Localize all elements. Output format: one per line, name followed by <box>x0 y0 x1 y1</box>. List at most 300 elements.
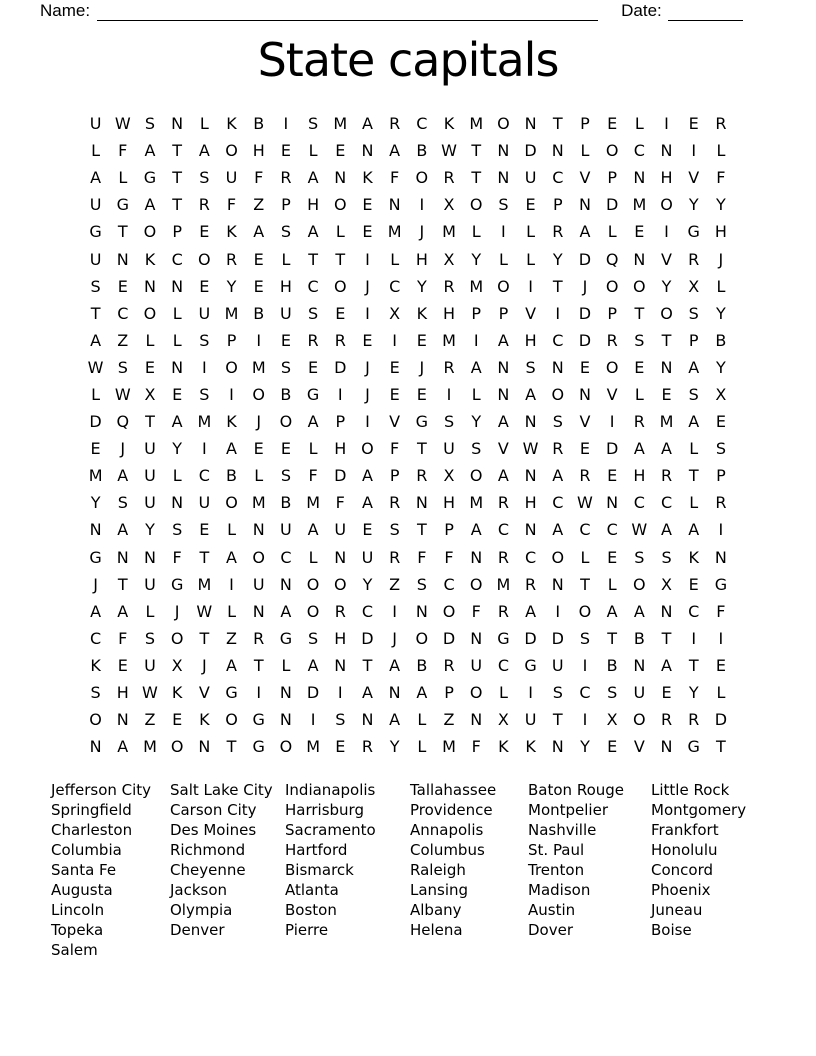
grid-letter: T <box>226 737 237 757</box>
grid-letter: A <box>497 466 509 486</box>
grid-letter: R <box>389 547 401 567</box>
grid-letter: R <box>579 466 591 486</box>
grid-letter: Q <box>116 412 130 432</box>
grid-letter: E <box>634 357 645 377</box>
grid-letter: T <box>688 466 699 486</box>
grid-letter: S <box>117 493 128 513</box>
grid-letter: Z <box>253 195 265 215</box>
grid-letter: W <box>522 439 539 459</box>
word-list-item: Trenton <box>528 861 585 879</box>
grid-letter: J <box>419 357 425 377</box>
grid-letter: L <box>634 384 644 404</box>
grid-letter: N <box>334 168 347 188</box>
word-list-item: Indianapolis <box>285 781 376 799</box>
grid-letter: S <box>389 520 400 540</box>
grid-letter: S <box>280 466 291 486</box>
grid-letter: L <box>254 466 264 486</box>
grid-letter: N <box>551 141 564 161</box>
grid-letter: W <box>441 141 457 161</box>
grid-letter: P <box>444 520 454 540</box>
grid-letter: N <box>279 574 292 594</box>
grid-letter: A <box>525 601 537 621</box>
grid-letter: O <box>551 547 565 567</box>
grid-letter: G <box>143 168 157 188</box>
word-list-item: Augusta <box>51 881 113 899</box>
grid-letter: M <box>333 114 348 134</box>
grid-letter: C <box>552 330 564 350</box>
grid-letter: E <box>389 357 400 377</box>
grid-letter: O <box>605 276 619 296</box>
grid-letter: R <box>715 114 727 134</box>
grid-letter: Y <box>580 737 590 757</box>
grid-letter: C <box>525 547 537 567</box>
grid-letter: Y <box>552 249 563 269</box>
grid-letter: E <box>199 222 210 242</box>
grid-letter: A <box>144 141 156 161</box>
grid-letter: E <box>362 222 373 242</box>
grid-letter: F <box>390 168 400 188</box>
word-list-item: Nashville <box>528 821 597 839</box>
grid-letter: V <box>579 168 591 188</box>
grid-letter: A <box>389 710 401 730</box>
grid-letter: R <box>443 168 455 188</box>
grid-letter: V <box>198 683 210 703</box>
grid-letter: O <box>143 222 157 242</box>
header <box>40 0 743 21</box>
grid-letter: S <box>144 628 156 648</box>
grid-letter: S <box>90 276 101 296</box>
word-list-item: Cheyenne <box>170 861 246 879</box>
grid-letter: D <box>578 303 592 323</box>
grid-letter: E <box>199 520 210 540</box>
grid-letter: P <box>226 330 237 350</box>
grid-letter: A <box>307 655 319 675</box>
grid-letter: I <box>337 683 343 703</box>
grid-letter: T <box>199 547 210 567</box>
grid-letter: U <box>280 303 292 323</box>
grid-letter: L <box>580 547 590 567</box>
grid-letter: S <box>525 357 536 377</box>
grid-letter: L <box>172 303 182 323</box>
grid-letter: D <box>551 628 564 648</box>
grid-letter: N <box>660 601 673 621</box>
grid-letter: E <box>253 276 264 296</box>
grid-letter: A <box>389 141 401 161</box>
grid-letter: P <box>580 114 590 134</box>
word-list-item: Hartford <box>285 841 348 859</box>
grid-letter: O <box>89 710 102 730</box>
word-list-item: Sacramento <box>285 821 376 839</box>
grid-letter: A <box>198 141 210 161</box>
grid-letter: L <box>689 493 699 513</box>
grid-letter: M <box>469 493 484 513</box>
grid-letter: Z <box>226 628 238 648</box>
grid-letter: U <box>144 466 156 486</box>
grid-letter: L <box>145 330 155 350</box>
grid-letter: N <box>578 384 591 404</box>
grid-letter: J <box>582 276 588 296</box>
word-list-item: Austin <box>528 901 576 919</box>
grid-letter: A <box>144 195 156 215</box>
grid-letter: Z <box>389 574 401 594</box>
grid-letter: M <box>197 412 212 432</box>
grid-letter: N <box>279 710 292 730</box>
grid-letter: N <box>606 493 619 513</box>
grid-letter: O <box>551 384 565 404</box>
grid-letter: L <box>91 141 101 161</box>
grid-letter: O <box>660 195 673 215</box>
grid-letter: H <box>443 493 456 513</box>
grid-letter: Y <box>716 357 726 377</box>
grid-letter: Y <box>362 574 373 594</box>
word-list-item: Baton Rouge <box>528 781 624 799</box>
grid-letter: L <box>308 141 318 161</box>
grid-letter: L <box>526 249 536 269</box>
grid-letter: A <box>361 466 373 486</box>
grid-letter: L <box>689 439 699 459</box>
grid-letter: N <box>524 114 537 134</box>
grid-letter: N <box>524 520 537 540</box>
grid-letter: X <box>171 655 183 675</box>
grid-letter: K <box>362 168 373 188</box>
grid-letter: R <box>497 493 509 513</box>
grid-letter: V <box>606 384 618 404</box>
grid-letter: T <box>661 330 672 350</box>
grid-letter: I <box>528 276 533 296</box>
grid-letter: N <box>660 141 673 161</box>
grid-letter: X <box>443 466 455 486</box>
word-list-item: Salem <box>51 941 98 959</box>
grid-letter: K <box>144 249 156 269</box>
grid-letter: L <box>498 249 508 269</box>
grid-letter: F <box>118 628 128 648</box>
grid-letter: W <box>631 520 648 540</box>
word-list-item: Raleigh <box>410 861 466 879</box>
grid-letter: S <box>199 384 210 404</box>
grid-letter: N <box>497 141 510 161</box>
grid-letter: R <box>688 710 700 730</box>
grid-letter: E <box>416 330 427 350</box>
grid-letter: T <box>199 628 210 648</box>
grid-letter: O <box>170 737 184 757</box>
grid-letter: S <box>443 412 455 432</box>
grid-letter: I <box>446 384 452 404</box>
grid-letter: N <box>279 683 292 703</box>
word-list-item: Lansing <box>410 881 469 899</box>
grid-letter: M <box>496 574 511 594</box>
grid-letter: R <box>606 330 618 350</box>
grid-letter: N <box>714 547 727 567</box>
grid-letter: R <box>497 547 509 567</box>
grid-letter: G <box>170 574 184 594</box>
grid-letter: G <box>116 195 129 215</box>
grid-letter: U <box>551 655 564 675</box>
grid-letter: P <box>688 330 699 350</box>
grid-letter: Z <box>443 710 455 730</box>
grid-letter: A <box>661 439 672 459</box>
grid-letter: N <box>334 547 347 567</box>
grid-letter: C <box>552 493 564 513</box>
grid-letter: L <box>227 520 236 540</box>
grid-letter: C <box>171 249 183 269</box>
grid-letter: E <box>335 141 346 161</box>
grid-letter: C <box>606 520 618 540</box>
grid-letter: E <box>117 276 128 296</box>
name-label: Name: <box>40 1 91 20</box>
grid-letter: I <box>419 195 425 215</box>
grid-letter: F <box>716 601 726 621</box>
grid-letter: A <box>226 655 237 675</box>
grid-letter: L <box>227 601 236 621</box>
grid-letter: O <box>333 574 347 594</box>
grid-letter: E <box>525 195 536 215</box>
grid-letter: G <box>687 737 700 757</box>
grid-letter: Y <box>661 276 672 296</box>
grid-letter: D <box>524 141 537 161</box>
word-list-item: Jackson <box>170 881 228 899</box>
grid-letter: N <box>361 141 374 161</box>
grid-letter: O <box>252 384 266 404</box>
grid-letter: Y <box>471 412 482 432</box>
word-list-item: Concord <box>651 861 714 879</box>
grid-letter: M <box>632 195 647 215</box>
grid-letter: C <box>90 628 102 648</box>
word-list-item: Santa Fe <box>51 861 117 879</box>
grid-letter: A <box>525 384 537 404</box>
grid-letter: N <box>116 249 129 269</box>
grid-letter: S <box>552 412 563 432</box>
grid-letter: D <box>334 357 347 377</box>
grid-letter: N <box>551 574 564 594</box>
grid-letter: I <box>256 683 262 703</box>
grid-letter: C <box>443 574 455 594</box>
grid-letter: E <box>688 114 699 134</box>
grid-letter: O <box>415 168 429 188</box>
word-list-item: Salt Lake City <box>170 781 273 799</box>
grid-letter: R <box>253 628 265 648</box>
grid-letter: F <box>471 737 481 757</box>
grid-letter: K <box>525 737 536 757</box>
grid-letter: G <box>306 384 320 404</box>
grid-letter: O <box>170 628 184 648</box>
grid-letter: L <box>91 384 101 404</box>
grid-letter: L <box>716 276 726 296</box>
word-list-item: Juneau <box>651 901 703 919</box>
grid-letter: B <box>280 384 292 404</box>
grid-letter: C <box>579 683 591 703</box>
grid-letter: W <box>114 114 131 134</box>
grid-letter: O <box>633 574 646 594</box>
grid-letter: S <box>634 330 645 350</box>
grid-letter: R <box>552 222 564 242</box>
grid-letter: N <box>470 547 483 567</box>
grid-letter: C <box>416 114 428 134</box>
grid-letter: N <box>171 357 184 377</box>
grid-letter: C <box>497 520 509 540</box>
grid-letter: H <box>334 439 347 459</box>
grid-letter: M <box>387 222 402 242</box>
grid-letter: A <box>307 412 319 432</box>
grid-letter: N <box>361 710 374 730</box>
grid-letter: E <box>199 276 210 296</box>
grid-letter: O <box>660 303 673 323</box>
grid-letter: L <box>172 330 182 350</box>
grid-letter: I <box>664 222 669 242</box>
grid-letter: G <box>225 683 238 703</box>
grid-letter: A <box>361 114 373 134</box>
grid-letter: A <box>688 357 700 377</box>
grid-letter: J <box>419 222 425 242</box>
grid-letter: P <box>607 168 617 188</box>
grid-letter: R <box>389 493 401 513</box>
grid-letter: O <box>225 493 238 513</box>
grid-letter: I <box>528 683 533 703</box>
grid-letter: Y <box>688 683 699 703</box>
grid-letter: P <box>389 466 400 486</box>
grid-letter: X <box>144 384 156 404</box>
word-list-item: Springfield <box>51 801 132 819</box>
grid-letter: T <box>580 574 590 594</box>
grid-letter: E <box>688 574 699 594</box>
word-list-item: Lincoln <box>51 901 105 919</box>
grid-letter: C <box>280 547 292 567</box>
grid-letter: R <box>715 493 727 513</box>
word-list-item: Charleston <box>51 821 133 839</box>
grid-letter: W <box>577 493 593 513</box>
grid-letter: A <box>117 466 129 486</box>
grid-letter: A <box>307 168 319 188</box>
grid-letter: X <box>497 710 509 730</box>
grid-letter: F <box>390 439 400 459</box>
word-list-column <box>410 780 496 940</box>
grid-letter: M <box>251 357 266 377</box>
grid-letter: G <box>687 222 700 242</box>
grid-letter: S <box>199 330 210 350</box>
grid-letter: P <box>335 412 346 432</box>
grid-letter: N <box>89 520 102 540</box>
grid-letter: S <box>416 574 427 594</box>
grid-letter: Y <box>172 439 183 459</box>
grid-letter: A <box>117 520 129 540</box>
grid-letter: P <box>281 195 291 215</box>
grid-letter: M <box>224 303 239 323</box>
grid-letter: G <box>89 222 102 242</box>
grid-letter: R <box>688 249 700 269</box>
grid-letter: J <box>93 574 98 594</box>
grid-letter: Y <box>716 195 726 215</box>
grid-letter: T <box>253 655 264 675</box>
grid-letter: Y <box>90 493 101 513</box>
grid-letter: U <box>443 439 455 459</box>
grid-letter: G <box>497 628 510 648</box>
grid-letter: C <box>198 466 210 486</box>
grid-letter: I <box>555 303 561 323</box>
grid-letter: N <box>470 710 483 730</box>
grid-letter: S <box>661 547 672 567</box>
grid-letter: M <box>442 222 456 242</box>
grid-letter: S <box>280 222 291 242</box>
grid-letter: I <box>256 330 262 350</box>
word-list-item: Boston <box>285 901 337 919</box>
grid-letter: F <box>308 466 318 486</box>
grid-letter: N <box>497 384 510 404</box>
word-list-item: Montpelier <box>528 801 608 819</box>
name-fill-line[interactable] <box>97 2 598 21</box>
grid-letter: H <box>116 683 129 703</box>
grid-letter: E <box>172 384 183 404</box>
grid-letter: R <box>660 710 673 730</box>
date-fill-line[interactable] <box>668 2 743 21</box>
grid-letter: E <box>253 439 264 459</box>
grid-letter: A <box>416 683 428 703</box>
grid-letter: T <box>117 222 128 242</box>
grid-letter: S <box>634 547 645 567</box>
grid-letter: R <box>633 412 645 432</box>
grid-letter: H <box>443 303 456 323</box>
grid-letter: A <box>470 357 482 377</box>
word-list-item: Little Rock <box>651 781 730 799</box>
grid-letter: E <box>117 655 128 675</box>
word-list-item: Atlanta <box>285 881 339 899</box>
grid-letter: H <box>524 330 537 350</box>
grid-letter: H <box>279 276 292 296</box>
grid-letter: F <box>444 547 454 567</box>
word-list-item: Boise <box>651 921 692 939</box>
grid-letter: N <box>524 412 537 432</box>
grid-letter: A <box>552 520 564 540</box>
grid-letter: I <box>229 384 234 404</box>
grid-letter: O <box>225 357 238 377</box>
grid-letter: A <box>90 168 102 188</box>
grid-letter: U <box>470 655 483 675</box>
grid-letter: N <box>415 493 428 513</box>
word-list-item: Carson City <box>170 801 257 819</box>
grid-letter: O <box>605 141 619 161</box>
grid-letter: N <box>660 357 673 377</box>
grid-letter: U <box>89 249 102 269</box>
grid-letter: S <box>308 628 319 648</box>
grid-letter: V <box>497 439 509 459</box>
grid-letter: E <box>607 547 618 567</box>
grid-letter: E <box>607 466 618 486</box>
grid-letter: A <box>253 222 265 242</box>
grid-letter: I <box>582 655 588 675</box>
word-list-item: Richmond <box>170 841 246 859</box>
grid-letter: Y <box>226 276 237 296</box>
grid-letter: N <box>497 168 510 188</box>
grid-letter: E <box>280 330 291 350</box>
grid-letter: D <box>578 249 592 269</box>
grid-letter: D <box>442 628 456 648</box>
grid-letter: O <box>605 357 619 377</box>
grid-letter: F <box>335 493 345 513</box>
grid-letter: W <box>87 357 104 377</box>
grid-letter: B <box>280 493 292 513</box>
grid-letter: F <box>118 141 128 161</box>
grid-letter: K <box>226 114 237 134</box>
grid-letter: L <box>634 114 644 134</box>
grid-letter: I <box>555 601 561 621</box>
grid-letter: N <box>578 195 591 215</box>
grid-letter: U <box>252 574 265 594</box>
grid-letter: H <box>524 493 537 513</box>
grid-letter: T <box>308 249 318 269</box>
grid-letter: L <box>281 249 291 269</box>
grid-letter: T <box>416 439 427 459</box>
grid-letter: E <box>579 357 591 377</box>
date-label: Date: <box>621 1 662 20</box>
grid-letter: J <box>365 384 370 404</box>
